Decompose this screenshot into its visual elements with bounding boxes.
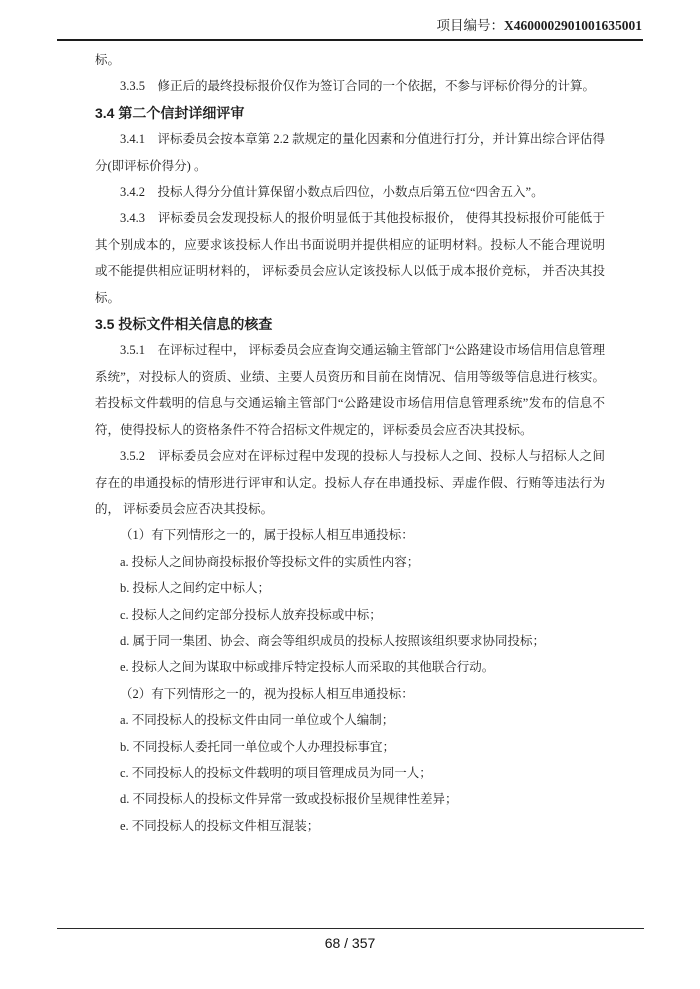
list-item-2e: e. 不同投标人的投标文件相互混装；: [120, 818, 320, 833]
clause-3-5-2: 3.5.2 评标委员会应对在评标过程中发现的投标人与投标人之间、投标人与招标人之间存在的串通投标的情形进行评审和认定。投标人存在串通投标、弄虚作假、行贿等违法行为的， 评标委员会应否决其投标。: [95, 449, 605, 516]
list-item-1c: c. 投标人之间约定部分投标人放弃投标或中标；: [120, 607, 382, 622]
list-item-1a: a. 投标人之间协商投标报价等投标文件的实质性内容；: [120, 554, 420, 569]
clause-3-5-1: 3.5.1 在评标过程中， 评标委员会应查询交通运输主管部门“公路建设市场信用信息管理系统”，对投标人的资质、业绩、主要人员资历和目前在岗情况、信用等级等信息进行核实。 若投标文件载明的信息与交通运输主管部门“公路建设市场信用信息管理系统”发布的信息不 符，使得投标人的资格条件不符合招标文件规定的，评标委员会应否决其投标。: [95, 343, 609, 437]
clause-3-4-2: 3.4.2 投标人得分分值计算保留小数点后四位，小数点后第五位“四舍五入”。: [120, 185, 544, 200]
list-item-2c: c. 不同投标人的投标文件载明的项目管理成员为同一人；: [120, 765, 432, 780]
list-item-1: （1）有下列情形之一的，属于投标人相互串通投标：: [120, 528, 414, 543]
list-item-2: （2）有下列情形之一的，视为投标人相互串通投标：: [120, 686, 414, 701]
list-item-2a: a. 不同投标人的投标文件由同一单位或个人编制；: [120, 713, 395, 728]
project-number-label: 项目编号：: [436, 18, 504, 33]
document-body: [95, 47, 609, 839]
list-item-1d: d. 属于同一集团、协会、商会等组织成员的投标人按照该组织要求协同投标；: [120, 633, 546, 648]
clause-3-4-1: 3.4.1 评标委员会按本章第 2.2 款规定的量化因素和分值进行打分，并计算出综合评估得分(即评标价得分) 。: [95, 132, 605, 173]
project-number: X4600002901001635001: [504, 18, 642, 33]
list-item-2b: b. 不同投标人委托同一单位或个人办理投标事宜；: [120, 739, 396, 754]
list-item-1b: b. 投标人之间约定中标人；: [120, 581, 271, 596]
list-item-1e: e. 投标人之间为谋取中标或排斥特定投标人而采取的其他联合行动。: [120, 660, 495, 675]
list-item-2d: d. 不同投标人的投标文件异常一致或投标报价呈规律性差异；: [120, 792, 458, 807]
paragraph-continuation: 标。: [95, 53, 121, 67]
section-heading-3-4: 3.4 第二个信封详细评审: [95, 104, 245, 121]
header-rule: [57, 39, 643, 41]
page-header: [57, 17, 642, 35]
page-number: 68 / 357: [324, 935, 376, 951]
footer-rule: [57, 928, 644, 929]
clause-3-4-3: 3.4.3 评标委员会发现投标人的报价明显低于其他投标报价， 使得其投标报价可能低于其个别成本的，应要求该投标人作出书面说明并提供相应的证明材料。投标人不能合理说明或不能提供相应证明材料的， 评标委员会应认定该投标人以低于成本报价竞标， 并否决其投标。: [95, 211, 605, 305]
clause-3-3-5: 3.3.5 修正后的最终投标报价仅作为签订合同的一个依据，不参与评标价得分的计算。: [120, 79, 596, 94]
section-heading-3-5: 3.5 投标文件相关信息的核查: [95, 316, 273, 333]
